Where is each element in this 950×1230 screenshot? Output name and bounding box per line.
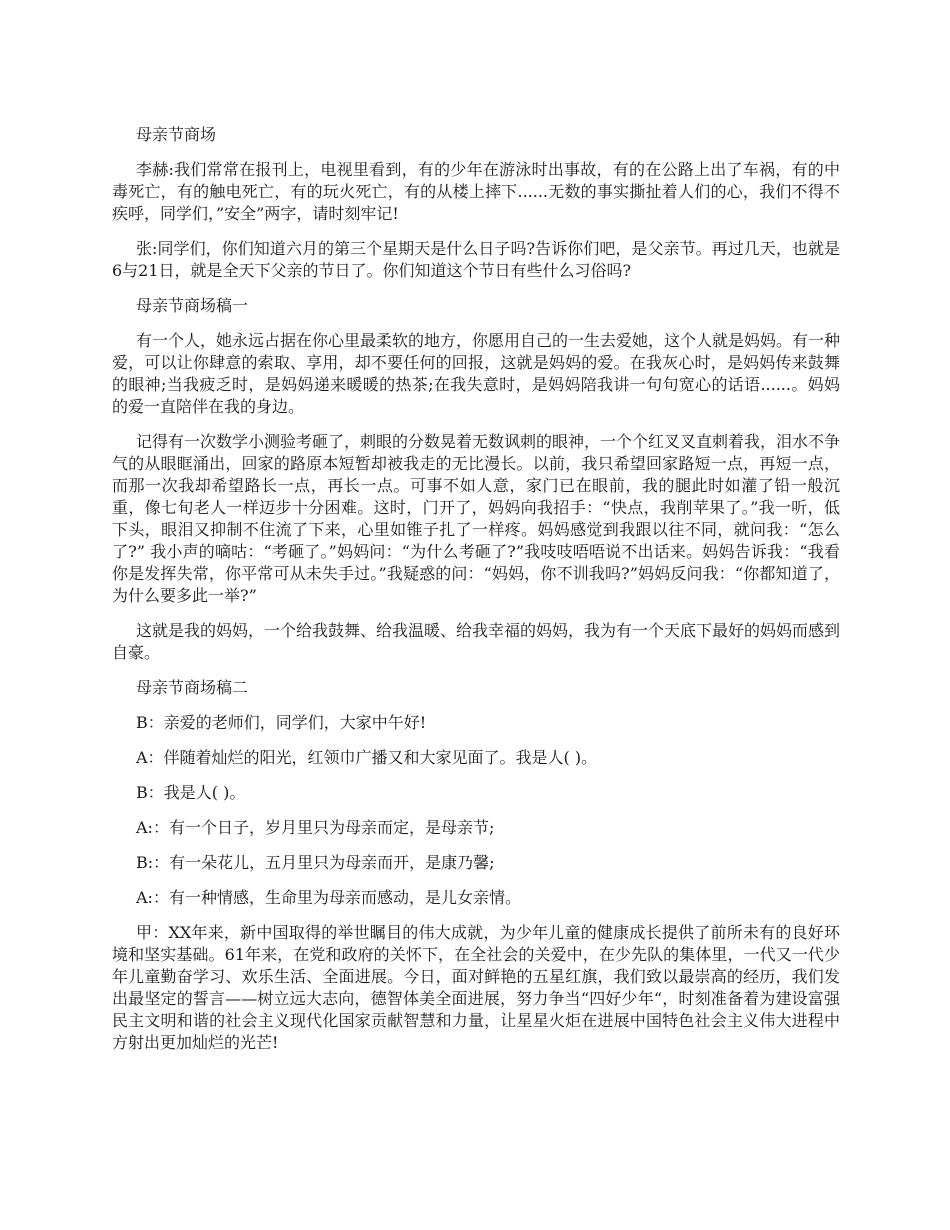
dialogue-line-a-day: A:：有一个日子，岁月里只为母亲而定，是母亲节; — [136, 818, 495, 837]
dialogue-line-a-intro: A：伴随着灿烂的阳光，红领巾广播又和大家见面了。我是人( )。 — [136, 748, 598, 767]
dialogue-line-a-emotion: A:：有一种情感，生命里为母亲而感动，是儿女亲情。 — [136, 888, 521, 907]
dialogue-line-b-flower: B:：有一朵花儿，五月里只为母亲而开，是康乃馨; — [136, 853, 495, 872]
paragraph-fathers-day: 张:同学们，你们知道六月的第三个星期天是什么日子吗?告诉你们吧，是父亲节。再过几天，也就是6与21日，就是全天下父亲的节日了。你们知道这个节日有些什么习俗吗? — [112, 239, 840, 280]
document-page — [112, 124, 840, 1067]
paragraph-mother-love: 有一个人，她永远占据在你心里最柔软的地方，你愿用自己的一生去爱她，这个人就是妈妈。有一种爱，可以让你肆意的索取、享用，却不要任何的回报，这就是妈妈的爱。在我灰心时，是妈妈传来鼓舞的眼神;当我疲乏时，是妈妈递来暖暖的热茶;在我失意时，是妈妈陪我讲一句句宽心的话语......。妈妈的爱一直陪伴在我的身边。 — [112, 331, 841, 416]
section-heading-draft-one: 母亲节商场稿一 — [136, 296, 249, 315]
paragraph-lihe-safety: 李赫:我们常常在报刊上，电视里看到，有的少年在游泳时出事故，有的在公路上出了车祸，有的中毒死亡，有的触电死亡，有的玩火死亡，有的从楼上摔下......无数的事实撕扯着人们的心，我们不得不疾呼，同学们，”安全”两字，请时刻牢记! — [112, 160, 840, 223]
dialogue-line-b-intro: B：我是人( )。 — [136, 783, 246, 802]
paragraph-proud-of-mother: 这就是我的妈妈，一个给我鼓舞、给我温暖、给我幸福的妈妈，我为有一个天底下最好的妈妈而感到自豪。 — [112, 621, 841, 662]
paragraph-jia-closing: 甲：XX年来，新中国取得的举世瞩目的伟大成就，为少年儿童的健康成长提供了前所未有的良好环境和坚实基础。61年来，在党和政府的关怀下，在全社会的关爱中，在少先队的集体里，一代又一代少年儿童勤奋学习、欢乐生活、全面进展。今日，面对鲜艳的五星红旗，我们致以最崇高的经历，我们发出最坚定的誓言——树立远大志向，德智体美全面进展，努力争当“四好少年“，时刻准备着为建设富强民主文明和谐的社会主义现代化国家贡献智慧和力量，让星星火炬在进展中国特色社会主义伟大进程中方射出更加灿烂的光芒! — [112, 923, 840, 1052]
section-heading-draft-two: 母亲节商场稿二 — [136, 678, 249, 697]
paragraph-math-test-story: 记得有一次数学小测验考砸了，刺眼的分数晃着无数讽刺的眼神，一个个红叉叉直刺着我，泪水不争气的从眼眶涌出，回家的路原本短暂却被我走的无比漫长。以前，我只希望回家路短一点，再短一点，而那一次我却希望路长一点，再长一点。可事不如人意，家门已在眼前，我的腿此时如灌了铅一般沉重，像七旬老人一样迈步十分困难。这时，门开了，妈妈向我招手：“快点，我削苹果了。”我一听，低下头，眼泪又抑制不住流了下来，心里如锥子扎了一样疼。妈妈感觉到我跟以往不同，就问我：“怎么了?” 我小声的嘀咕：“考砸了。”妈妈问：“为什么考砸了?”我吱吱唔唔说不出话来。妈妈告诉我：“我看你是发挥失常，你平常可从未失手过。”我疑惑的问：“妈妈，你不训我吗?”妈妈反问我：“你都知道了，为什么要多此一举?” — [112, 432, 841, 605]
dialogue-line-b-greeting: B：亲爱的老师们，同学们，大家中午好! — [136, 713, 427, 732]
document-title: 母亲节商场 — [136, 125, 217, 144]
